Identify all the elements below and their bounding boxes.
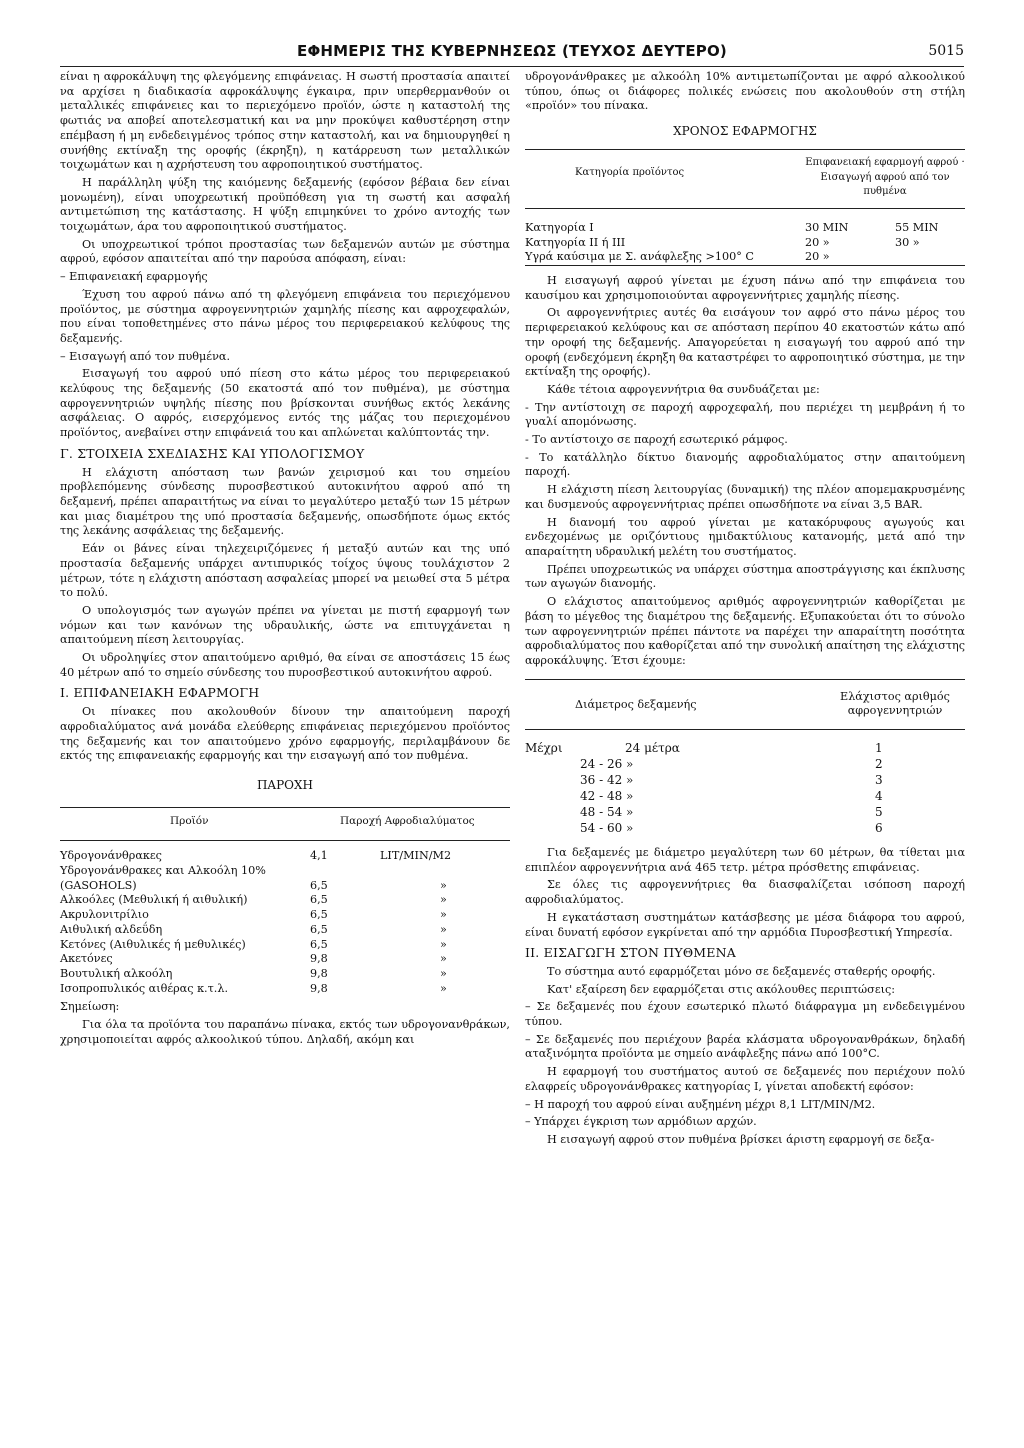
header-rule [60,66,964,67]
paragraph: Η παράλληλη ψύξη της καιόμενης δεξαμενής (εφόσον βέβαια δεν είναι μονωμένη), είναι υποχρεωτική προϋπόθεση για τη σωστή και ασφαλή αντιμετώπιση της κατάστασης. Η ψύξη επιμηκύνει το χρόνο αντοχής των τοιχωμάτων, άρα του αφροποιητικού συστήματος. [60,175,510,234]
paragraph: Οι υδροληψίες στον απαιτούμενο αριθμό, θα είναι σε αποστάσεις 15 έως 40 μέτρων από το σημείο σύνδεσης του πυροσβεστικού αυτοκινήτου αφρού. [60,651,510,679]
table-row: 24 - 26 » 2 [580,757,883,772]
page-header [60,42,964,66]
table-row: (GASOHOLS) 6,5 » [60,878,447,892]
column-header: Επιφανειακή εφαρμογή αφρού · Εισαγωγή αφρού από τον πυθμένα [805,156,965,198]
paragraph: Σε όλες τις αφρογεννήτριες θα διασφαλίζεται ισόποση παροχή αφροδιαλύματος. [525,878,965,907]
section-heading: Γ. ΣΤΟΙΧΕΙΑ ΣΧΕΔΙΑΣΗΣ ΚΑΙ ΥΠΟΛΟΓΙΣΜΟΥ [60,445,365,461]
left-column [60,70,510,1050]
table-row: Αλκοόλες (Μεθυλική ή αιθυλική) 6,5 » [60,893,447,907]
header-title: ΕΦΗΜΕΡΙΣ ΤΗΣ ΚΥΒΕΡΝΗΣΕΩΣ (ΤΕΥΧΟΣ ΔΕΥΤΕΡΟ) [297,42,727,60]
paragraph: Η ελάχιστη απόσταση των βανών χειρισμού και του σημείου προβλεπόμενης σύνδεσης πυροσβεστικού αυτοκινήτου αφρού από τη δεξαμενή, πρέπει απαραιτήτως να είναι το μεγαλύτερο μεταξύ των 15 μέτρων και μιας διαμέτρου της υπό προστασία δεξαμενής, οπωσδήποτε όμως εκτός της λεκάνης ασφάλειας της δεξαμενής. [60,465,510,538]
table-row: Βουτυλική αλκοόλη 9,8 » [60,966,447,980]
page-number: 5015 [928,43,964,59]
dash-item: – Σε δεξαμενές που περιέχουν βαρέα κλάσματα υδρογονανθράκων, δηλαδή αταξινόμητα προϊόντα με σημείο ανάφλεξης πάνω από 100°C. [525,1032,965,1061]
paragraph: Η εισαγωγή αφρού γίνεται με έχυση πάνω από την επιφάνεια του καυσίμου και χρησιμοποιούνται αφρογεννήτριες χαμηλής πίεσης. [525,274,965,302]
paragraph: Εισαγωγή του αφρού υπό πίεση στο κάτω μέρος του περιφερειακού κελύφους της δεξαμενής (50 εκατοστά από τον πυθμένα), με σύστημα αφρογεννητριών υψηλής πίεσης που βρίσκονται συνήθως εκτός λεκάνης ασφάλειας. Ο αφρός, εισερχόμενος εντός της μάζας του περιεχομένου προϊόντος, ανεβαίνει στην επιφάνειά του και απλώνεται καλύπτοντάς την. [60,367,510,440]
paragraph: Κατ' εξαίρεση δεν εφαρμόζεται στις ακόλουθες περιπτώσεις: [547,982,896,996]
dash-item: – Εισαγωγή από τον πυθμένα. [60,349,230,363]
paragraph: Η εφαρμογή του συστήματος αυτού σε δεξαμενές που περιέχουν πολύ ελαφρείς υδρογονάνθρακες κατηγορίας Ι, γίνεται αποδεκτή εφόσον: [525,1065,965,1093]
table-title: ΠΑΡΟΧΗ [256,777,314,792]
paragraph: Οι αφρογεννήτριες αυτές θα εισάγουν τον αφρό στο πάνω μέρος του περιφερειακού κελύφους και σε απόσταση περίπου 40 εκατοστών κάτω από την οροφή της δεξαμενής. Απαγορεύεται η εισαγωγή του αφρού από την οροφή (ενδεχόμενη έκρηξη θα καταστρέφει το αφροποιητικό σύστημα, με την εκτίναξη της οροφής). [525,306,965,379]
table-row: 42 - 48 » 4 [580,789,883,804]
table-row: 36 - 42 » 3 [580,773,883,788]
paragraph: Οι πίνακες που ακολουθούν δίνουν την απαιτούμενη παροχή αφροδιαλύματος ανά μονάδα ελεύθερης επιφάνειας περιεχόμενου προϊόντος της δεξαμενής και τον απαιτούμενο χρόνο εφαρμογής, περιλαμβάνουν δε εκτός της επιφανειακής εφαρμογής και την εισαγωγή από τον πυθμένα. [60,705,510,763]
dash-item: – Σε δεξαμενές που έχουν εσωτερικό πλωτό διάφραγμα μη ενδεδειγμένου τύπου. [525,1000,965,1029]
table-row: Ακετόνες 9,8 » [60,952,447,966]
section-heading: Ι. ΕΠΙΦΑΝΕΙΑΚΗ ΕΦΑΡΜΟΓΗ [60,685,260,701]
paragraph: Η εγκατάσταση συστημάτων κατάσβεσης με μέσα διάφορα του αφρού, είναι δυνατή εφόσον εγκρίνεται από την αρμόδια Πυροσβεστική Υπηρεσία. [525,910,965,939]
column-header: Κατηγορία προϊόντος [575,166,685,178]
paragraph: Πρέπει υποχρεωτικώς να υπάρχει σύστημα αποστράγγισης και έκπλυσης των αγωγών διανομής. [525,562,965,591]
right-column [525,70,965,1151]
table-row: Μέχρι 24 μέτρα 1 [525,741,883,756]
flow-table [60,807,510,997]
generators-rows [525,740,965,836]
table-row: Υδρογονάνθρακες 4,1 LIT/MIN/M2 [60,849,452,863]
paragraph: Για όλα τα προϊόντα του παραπάνω πίνακα, εκτός των υδρογονανθράκων, χρησιμοποιείται αφρός αλκοολικού τύπου. Δηλαδή, ακόμη και [60,1018,510,1046]
paragraph: Το σύστημα αυτό εφαρμόζεται μόνο σε δεξαμενές σταθερής οροφής. [547,964,936,978]
table-row: Αιθυλική αλδεΰδη 6,5 » [60,922,447,936]
column-header: Διάμετρος δεξαμενής [575,697,697,711]
dash-item: – Υπάρχει έγκριση των αρμόδιων αρχών. [525,1115,757,1129]
paragraph: Η διανομή του αφρού γίνεται με κατακόρυφους αγωγούς και ενδεχομένως με οριζόντιους ημιδακτύλιους κατανομής, μετά από την απαραίτητη υδραυλική μελέτη του συστήματος. [525,515,965,558]
paragraph: Ο ελάχιστος απαιτούμενος αριθμός αφρογεννητριών καθορίζεται με βάση το μέγεθος της διαμέτρου της δεξαμενής. Εξυπακούεται ότι το σύνολο των αφρογεννητριών πρέπει πάντοτε να παρέχει την απαραίτητη ποσότητα αφροδιαλύματος που καθορίζεται από την συνολική απαίτηση της ελάχιστης αφροκάλυψης. Έτσι έχουμε: [525,595,965,667]
application-time-table [525,149,965,274]
paragraph: Ο υπολογισμός των αγωγών πρέπει να γίνεται με πιστή εφαρμογή των νόμων και των κανόνων της υδραυλικής, ώστε να επιτυγχάνεται η απαιτούμενη πίεση λειτουργίας. [60,603,510,647]
table-row: Υδρογονάνθρακες και Αλκοόλη 10% [60,864,266,878]
note-label: Σημείωση: [60,1000,120,1014]
table-row: 48 - 54 » 5 [580,805,883,820]
table-row: Κατηγορία ΙΙ ή ΙΙΙ 20 » 30 » [525,235,920,249]
table-row: Ακρυλονιτρίλιο 6,5 » [60,908,447,922]
table-title: ΧΡΟΝΟΣ ΕΦΑΡΜΟΓΗΣ [673,124,817,139]
dash-item: - Την αντίστοιχη σε παροχή αφροχεφαλή, που περιέχει τη μεμβράνη ή το γυαλί απομόνωσης. [525,400,965,429]
dash-item: – Επιφανειακή εφαρμογής [60,270,208,284]
table-row: Κατηγορία Ι 30 MIN 55 MIN [525,220,939,234]
dash-item: - Το αντίστοιχο σε παροχή εσωτερικό ράμφος. [525,433,788,447]
dash-item: - Το κατάλληλο δίκτυο διανομής αφροδιαλύματος στην απαιτούμενη παροχή. [525,450,965,479]
paragraph: υδρογονάνθρακες με αλκοόλη 10% αντιμετωπίζονται με αφρό αλκοολικού τύπου, όπως οι διάφορες πολικές ενώσεις που ακολουθούν στη στήλη «προϊόν» του πίνακα. [525,70,965,113]
paragraph: Η εισαγωγή αφρού στον πυθμένα βρίσκει άριστη εφαρμογή σε δεξα- [547,1132,935,1146]
paragraph: Εάν οι βάνες είναι τηλεχειριζόμενες ή μεταξύ αυτών και της υπό προστασία δεξαμενής υπάρχει αντιπυρικός τοίχος ύψους τουλάχιστον 2 μέτρων, τότε η ελάχιστη απόσταση ασφαλείας μπορεί να μειωθεί στα 5 μέτρα το πολύ. [60,542,510,600]
table-row: 54 - 60 » 6 [580,821,883,836]
column-header: Προϊόν [170,814,209,827]
paragraph: Κάθε τέτοια αφρογεννήτρια θα συνδυάζεται με: [547,382,820,396]
paragraph: Έχυση του αφρού πάνω από τη φλεγόμενη επιφάνεια του περιεχόμενου προϊόντος, με σύστημα αφρογεννητριών χαμηλής πίεσης και αφροχεφαλών, που είναι τοποθετημένες στο πάνω μέρος του περιφερειακού κελύφους της δεξαμενής. [60,287,510,345]
dash-item: – Η παροχή του αφρού είναι αυξημένη μέχρι 8,1 LIT/MIN/M2. [525,1097,876,1111]
generators-table [525,679,965,740]
section-heading: ΙΙ. ΕΙΣΑΓΩΓΗ ΣΤΟΝ ΠΥΘΜΕΝΑ [525,945,736,961]
paragraph: είναι η αφροκάλυψη της φλεγόμενης επιφάνειας. Η σωστή προστασία απαιτεί να αρχίσει η διαδικασία αφροκάλυψης έγκαιρα, πριν υπερθερμανθούν οι μεταλλικές επιφάνειες και το περιεχόμενο προϊόν, ώστε η καταστολή της φωτιάς να αποβεί αποτελεσματική και να μην προκύψει καθυστέρηση στην επέμβαση ή μη ενδεδειγμένος τρόπος στην καταστολή, και να δημιουργηθεί η συνήθης εκτίναξη της οροφής (έκρηξη), η κατάρρευση των μεταλλικών τοιχωμάτων και η αχρήστευση του αφροποιητικού συστήματος. [60,70,510,172]
paragraph: Για δεξαμενές με διάμετρο μεγαλύτερη των 60 μέτρων, θα τίθεται μια επιπλέον αφρογεννήτρια ανά 465 τετρ. μέτρα πρόσθετης επιφάνειας. [525,846,965,874]
paragraph: Η ελάχιστη πίεση λειτουργίας (δυναμική) της πλέον απομεμακρυσμένης και δυσμενούς αφρογεννήτριας πρέπει οπωσδήποτε να είναι 3,5 BAR. [525,483,965,511]
table-row: Υγρά καύσιμα με Σ. ανάφλεξης >100° C 20 » [525,250,830,264]
column-header: Ελάχιστος αριθμός αφρογεννητριών [840,689,950,718]
paragraph: Οι υποχρεωτικοί τρόποι προστασίας των δεξαμενών αυτών με σύστημα αφρού, εφόσον απαιτείται από την παρούσα απόφαση, είναι: [60,237,510,266]
table-row: Κετόνες (Αιθυλικές ή μεθυλικές) 6,5 » [60,937,447,951]
table-row: Ισοπροπυλικός αιθέρας κ.τ.λ. 9,8 » [60,981,447,995]
column-header: Παροχή Αφροδιαλύματος [340,814,475,827]
